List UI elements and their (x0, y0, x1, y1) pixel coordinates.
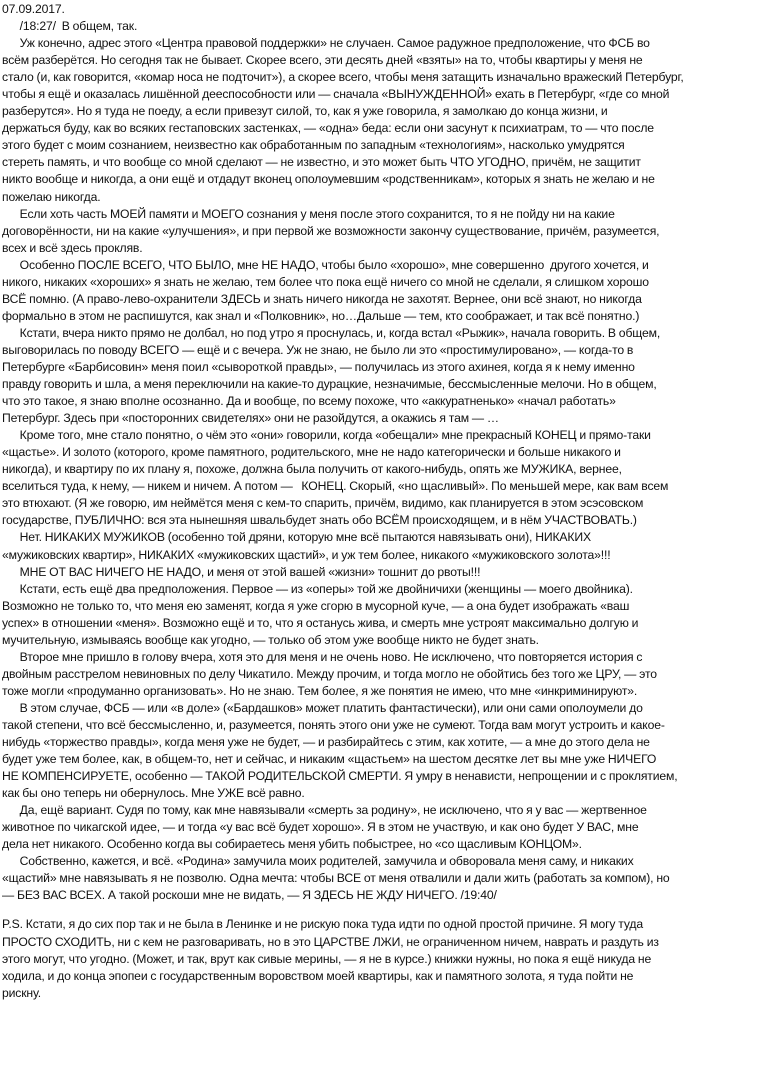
text-line: что это такое, я знаю вполне осознанно. Да и вообще, по всему похоже, что «аккуратненько» «начал работать» (2, 394, 616, 409)
postscript-line: ходила, и до конца эпопеи с государственным воровством моей квартиры, как и памятного золота, я туда пойти не (2, 968, 634, 983)
text-line: этого будет с моим сознанием, неизвестно как обработанным по западным «технологиям», насколько умудрятся (2, 138, 625, 153)
postscript-line: рискну. (2, 985, 41, 1000)
text-line: Уж конечно, адрес этого «Центра правовой поддержки» не случаен. Самое радужное предположение, что ФСБ во (2, 36, 650, 51)
text-line: дела нет никакого. Особенно когда вы собираетесь меня убить побыстрее, но «со щасливым КОНЦОМ». (2, 837, 582, 852)
text-line: Нет. НИКАКИХ МУЖИКОВ (особенно той дряни, которую мне всё пытаются навязывать они), НИКАКИХ (2, 530, 591, 545)
text-line: тоже могли «продуманно организовать». Но не знаю. Тем более, я же понятия не имею, что мне «инкриминируют». (2, 683, 638, 698)
text-line: всём разберётся. Но сегодня так не бывает. Скорее всего, эти десять дней «взяты» на то, чтобы квартиры у меня не (2, 53, 643, 68)
text-line: это втюхают. (Я же говорю, им неймётся меня с кем-то спарить, причём, видимо, как планируется в этом эсэсовском (2, 496, 644, 511)
text-line: всех и всё здесь прокляв. (2, 240, 143, 255)
text-line: Собственно, кажется, и всё. «Родина» замучила моих родителей, замучила и обворовала меня саму, и никаких (2, 854, 634, 869)
text-line: Да, ещё вариант. Судя по тому, как мне навязывали «смерть за родину», не исключено, что я у вас — жертвенное (2, 803, 647, 818)
text-line: МНЕ ОТ ВАС НИЧЕГО НЕ НАДО, и меня от этой вашей «жизни» тошнит до рвоты!!! (2, 564, 481, 579)
text-line: нибудь «торжество правды», когда меня уже не будет, — и разбирайтесь с этим, как хотите, — а мне до этого дела не (2, 735, 650, 750)
postscript (2, 916, 760, 1001)
postscript-line: ПРОСТО СХОДИТЬ, ни с кем не разговаривать, но в это ЦАРСТВЕ ЛЖИ, не ограниченном ничем, наврать и раздуть из (2, 934, 659, 949)
text-line: такой степени, что всё бессмысленно, и, разумеется, понять этого они уже не сумеют. Тогда вам могут устроить и какое- (2, 717, 665, 732)
entry-date: 07.09.2017. (2, 2, 65, 16)
text-line: формально в этом не распишутся, как знал и «Полковник», но…Дальше — тем, кто соображает, и так всё понятно.) (2, 308, 640, 323)
postscript-line: P.S. Кстати, я до сих пор так и не была в Ленинке и не рискую пока туда идти по одной простой причине. Я могу туда (2, 917, 643, 932)
text-line: выговорилась по поводу ВСЕГО — ещё и с вечера. Уж не знаю, не было ли это «простимулировано», — когда-то в (2, 342, 634, 357)
text-line: ВСЁ помню. (А право-лево-охранители ЗДЕСЬ и знать ничего никогда не захотят. Вернее, они всё знают, но никогда (2, 291, 642, 306)
text-line: государстве, ПУБЛИЧНО: вся эта нынешняя швальбудет знать обо ВСЁМ происходящем, и в нём УЧАСТВОВАТЬ.) (2, 513, 637, 528)
text-line: НЕ КОМПЕНСИРУЕТЕ, особенно — ТАКОЙ РОДИТЕЛЬСКОЙ СМЕРТИ. Я умру в ненависти, непрощении и с проклятием, (2, 769, 678, 784)
text-line: пожелаю никогда. (2, 189, 101, 204)
text-line: Кстати, вчера никто прямо не долбал, но под утро я проснулась, и, когда встал «Рыжик», начала говорить. В общем, (2, 325, 661, 340)
text-line: В этом случае, ФСБ — или «в доле» («Бардашков» может платить фантастически), или они сами ополоумели до (2, 700, 643, 715)
text-line: двойным расстрелом невиновных по делу Чикатило. Между прочим, и тогда могло не обойтись без того же ЦРУ, — это (2, 666, 657, 681)
postscript-gap (2, 904, 760, 916)
text-line: мучительную, измываясь вообще как угодно, — только об этом уже вообще никто не будет знать. (2, 632, 539, 647)
text-line: держаться буду, как во всяких гестаповских застенках, — «одна» беда: если они засунут к психиатрам, то — что после (2, 121, 654, 136)
text-line: успех» в отношении «меня». Возможно ещё и то, что я останусь жива, и смерть мне устроят максимально долгую и (2, 615, 639, 630)
text-line: животное по чикагской идее, — и тогда «у вас всё будет хорошо». Я в этом не участвую, и как оно будет У ВАС, мне (2, 820, 639, 835)
text-line: правду говорить и шла, а меня переключили на какие-то дурацкие, незначимые, бессмысленные мелочи. Но в общем, (2, 377, 657, 392)
entry-body (2, 18, 760, 904)
text-line: стало (и, как говорится, «комар носа не подточит»), а скорее всего, чтобы меня затащить изначально вражеский Петербург, (2, 70, 684, 85)
text-line: «щастий» мне навязывать я не позволю. Одна мечта: чтобы ВСЕ от меня отвалили и дали жить (работать за компом), но (2, 871, 670, 886)
text-line: «щастье». И золото (которого, кроме памятного, родительского, мне не надо категорически и больше никакого и (2, 445, 621, 460)
text-line: Возможно не только то, что меня ею заменят, когда я уже сгорю в мусорной куче, — а она будет изображать «ваш (2, 598, 630, 613)
text-line: /18:27/ В общем, так. (2, 19, 138, 34)
text-line: — БЕЗ ВАС ВСЕХ. А такой роскоши мне не видать, — Я ЗДЕСЬ НЕ ЖДУ НИЧЕГО. /19:40/ (2, 888, 497, 903)
diary-page (2, 1, 760, 1002)
text-line: Второе мне пришло в голову вчера, хотя это для меня и не очень ново. Не исключено, что повторяется история с (2, 649, 643, 664)
text-line: разберутся». Но я туда не поеду, а если привезут силой, то, как я уже говорила, я замолкаю до конца жизни, и (2, 104, 608, 119)
text-line: чтобы я ещё и оказалась лишённой дееспособности или — сначала «ВЫНУЖДЕННОЙ» ехать в Петербург, «где со мной (2, 87, 670, 102)
text-line: Кстати, есть ещё два предположения. Первое — из «оперы» той же двойничихи (женщины — моего двойника). (2, 581, 633, 596)
postscript-line: этого могут, что угодно. (Может, и так, врут как сивые мерины, — я не в курсе.) книжки нужны, но пока я ещё никуда не (2, 951, 652, 966)
text-line: Петербурге «Барбисовин» меня поил «сывороткой правды», — получилась из этого ахинея, когда я к нему именно (2, 359, 635, 374)
text-line: вселиться туда, к нему, — никем и ничем. А потом — КОНЕЦ. Скорый, «но щасливый». По меньшей мере, как вам всем (2, 479, 669, 494)
text-line: никогда), и квартиру по их плану я, похоже, должна была получить от какого-нибудь, опять же МУЖИКА, вернее, (2, 462, 622, 477)
text-line: Если хоть часть МОЕЙ памяти и МОЕГО сознания у меня после этого сохранится, то я не пойду ни на какие (2, 206, 615, 221)
text-line: Петербург. Здесь при «посторонних свидетелях» они не разойдутся, а окажись я там — … (2, 411, 499, 426)
text-line: стереть память, и что вообще со мной сделают — не известно, и это может быть ЧТО УГОДНО, причём, не защитит (2, 155, 641, 170)
text-line: будет уже тем более, как, в общем-то, нет и сейчас, и никаким «щастьем» на шестом десятке лет вы мне уже НИЧЕГО (2, 752, 657, 767)
text-line: никто вообще и никогда, а они ещё и отдадут вконец ополоумевшим «родственникам», которых я знать не желаю и не (2, 172, 655, 187)
text-line: Особенно ПОСЛЕ ВСЕГО, ЧТО БЫЛО, мне НЕ НАДО, чтобы было «хорошо», мне совершенно другого хочется, и (2, 257, 649, 272)
text-line: договорённости, ни на какие «улучшения», и при первой же возможности закончу существование, причём, разумеется, (2, 223, 660, 238)
text-line: Кроме того, мне стало понятно, о чём это «они» говорили, когда «обещали» мне прекрасный КОНЕЦ и прямо-таки (2, 428, 651, 443)
text-line: никого, никаких «хороших» я знать не желаю, тем более что пока ещё ничего со мной не сделали, я слишком хорошо (2, 274, 649, 289)
text-line: «мужиковских квартир», НИКАКИХ «мужиковских щастий», и уж тем более, никакого «мужиковского золота»!!! (2, 547, 611, 562)
text-line: как бы оно теперь ни обернулось. Мне УЖЕ всё равно. (2, 786, 305, 801)
